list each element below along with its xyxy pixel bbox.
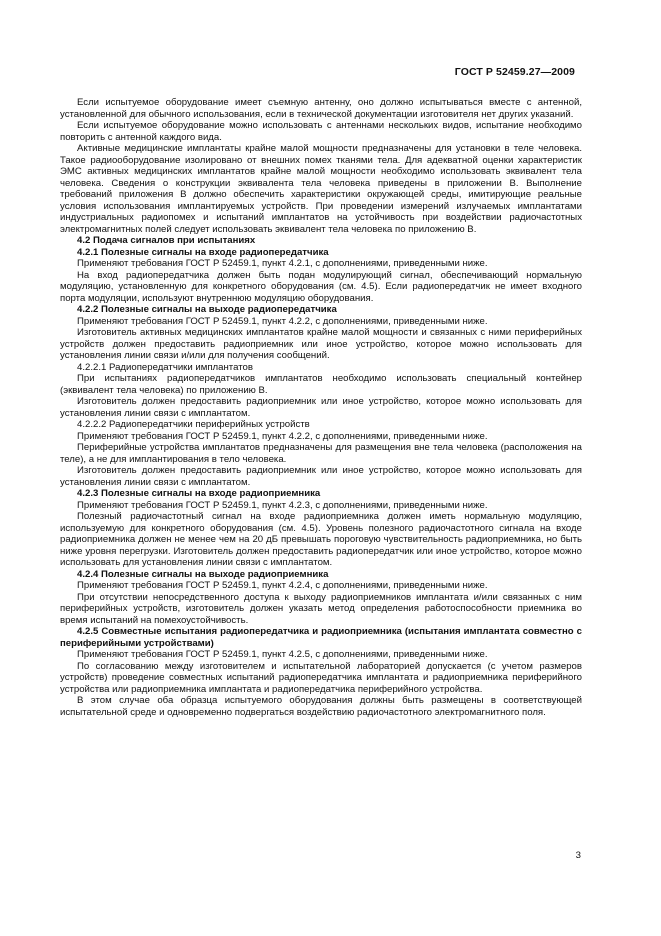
- page-number: 3: [575, 850, 581, 861]
- paragraph: Изготовитель активных медицинских имплантатов крайне малой мощности и связанных с ними периферийных устройств должен предоставить радиоприемник или иное устройство, которое можно использовать для установления линии связи и/или для получения сообщений.: [60, 327, 582, 361]
- paragraph: Периферийные устройства имплантатов предназначены для размещения вне тела человека (расположения на теле), а не для имплантирования в тело человека.: [60, 442, 582, 465]
- paragraph: Применяют требования ГОСТ Р 52459.1, пункт 4.2.1, с дополнениями, приведенными ниже.: [77, 258, 488, 269]
- paragraph: Активные медицинские имплантаты крайне малой мощности предназначены для установки в теле человека. Такое радиооборудование изолировано от внешних помех тканями тела. Для адекватной оценки характеристик ЭМС активных медицинских имплантатов крайне малой мощности необходимо использовать эквивалент тела человека. Сведения о конструкции эквивалента тела человека приведены в приложении В. Выполнение требований приложения В должно обеспечить характеристики окружающей среды, имитирующие реальные условия использования имплантируемых устройств. При проведении измерений излучаемых имплантатами индустриальных радиопомех и испытаний имплантатов на устойчивость при воздействии радиочастотных электромагнитных полей следует использовать эквивалент тела человека по приложению В.: [60, 143, 582, 235]
- clause-heading: 4.2.2.1 Радиопередатчики имплантатов: [77, 361, 253, 373]
- subsection-heading: 4.2.3 Полезные сигналы на входе радиоприемника: [77, 488, 321, 499]
- paragraph: Применяют требования ГОСТ Р 52459.1, пункт 4.2.2, с дополнениями, приведенными ниже.: [77, 430, 488, 442]
- subsection-heading: 4.2.4 Полезные сигналы на выходе радиоприемника: [77, 568, 329, 580]
- section-heading: 4.2 Подача сигналов при испытаниях: [77, 235, 256, 246]
- document-body: [60, 97, 582, 718]
- clause-heading: 4.2.2.2 Радиопередатчики периферийных устройств: [77, 419, 310, 430]
- paragraph: Применяют требования ГОСТ Р 52459.1, пункт 4.2.5, с дополнениями, приведенными ниже.: [77, 649, 488, 660]
- paragraph: Если испытуемое оборудование имеет съемную антенну, оно должно испытываться вместе с антенной, установленной для обычного использования, если в технической документации изготовителя нет других указаний.: [60, 97, 582, 120]
- subsection-heading: 4.2.5 Совместные испытания радиопередатчика и радиоприемника (испытания имплантата совместно с периферийными устройствами): [60, 626, 582, 649]
- paragraph: Применяют требования ГОСТ Р 52459.1, пункт 4.2.4, с дополнениями, приведенными ниже.: [77, 580, 488, 591]
- subsection-heading: 4.2.2 Полезные сигналы на выходе радиопередатчика: [77, 304, 337, 315]
- paragraph: По согласованию между изготовителем и испытательной лабораторией допускается (с учетом размеров устройств) проведение совместных испытаний радиопередатчика имплантата и радиоприемника периферийного устройства или радиоприемника имплантата и радиопередатчика периферийного устройства.: [60, 660, 582, 695]
- paragraph: Применяют требования ГОСТ Р 52459.1, пункт 4.2.2, с дополнениями, приведенными ниже.: [77, 315, 488, 327]
- paragraph: В этом случае оба образца испытуемого оборудования должны быть размещены в соответствующей испытательной среде и одновременно подвергаться воздействию радиочастотного электромагнитного поля.: [60, 695, 582, 718]
- paragraph: На вход радиопередатчика должен быть подан модулирующий сигнал, обеспечивающий нормальную модуляцию, установленную для конкретного оборудования (см. 4.5). Если радиопередатчик не имеет входного порта модуляции, используют внутреннюю модуляцию оборудования.: [60, 269, 582, 304]
- paragraph: Полезный радиочастотный сигнал на входе радиоприемника должен иметь нормальную модуляцию, используемую для конкретного оборудования (см. 4.5). Уровень полезного радиочастотного сигнала на входе радиоприемника должен не менее чем на 20 дБ превышать пороговую чувствительность радиоприемника, но быть ниже уровня перегрузки. Изготовитель должен предоставить радиопередатчик или иное устройство, которое можно использовать для установления линии связи с имплантатом.: [60, 511, 582, 568]
- document-header: ГОСТ Р 52459.27—2009: [454, 66, 575, 78]
- paragraph: Если испытуемое оборудование можно использовать с антеннами нескольких видов, испытание необходимо повторить с антенной каждого вида.: [60, 120, 582, 143]
- paragraph: Изготовитель должен предоставить радиоприемник или иное устройство, которое можно использовать для установления линии связи с имплантатом.: [60, 465, 582, 488]
- paragraph: Изготовитель должен предоставить радиоприемник или иное устройство, которое можно использовать для установления линии связи с имплантатом.: [60, 396, 582, 419]
- paragraph: При отсутствии непосредственного доступа к выходу радиоприемников имплантата и/или связанных с ним периферийных устройств, изготовитель должен указать метод определения работоспособности приемника во время испытаний на помехоустойчивость.: [60, 591, 582, 626]
- subsection-heading: 4.2.1 Полезные сигналы на входе радиопередатчика: [77, 246, 329, 258]
- paragraph: При испытаниях радиопередатчиков имплантатов необходимо использовать специальный контейнер (эквивалент тела человека) по приложению В.: [60, 373, 582, 396]
- paragraph: Применяют требования ГОСТ Р 52459.1, пункт 4.2.3, с дополнениями, приведенными ниже.: [77, 499, 488, 511]
